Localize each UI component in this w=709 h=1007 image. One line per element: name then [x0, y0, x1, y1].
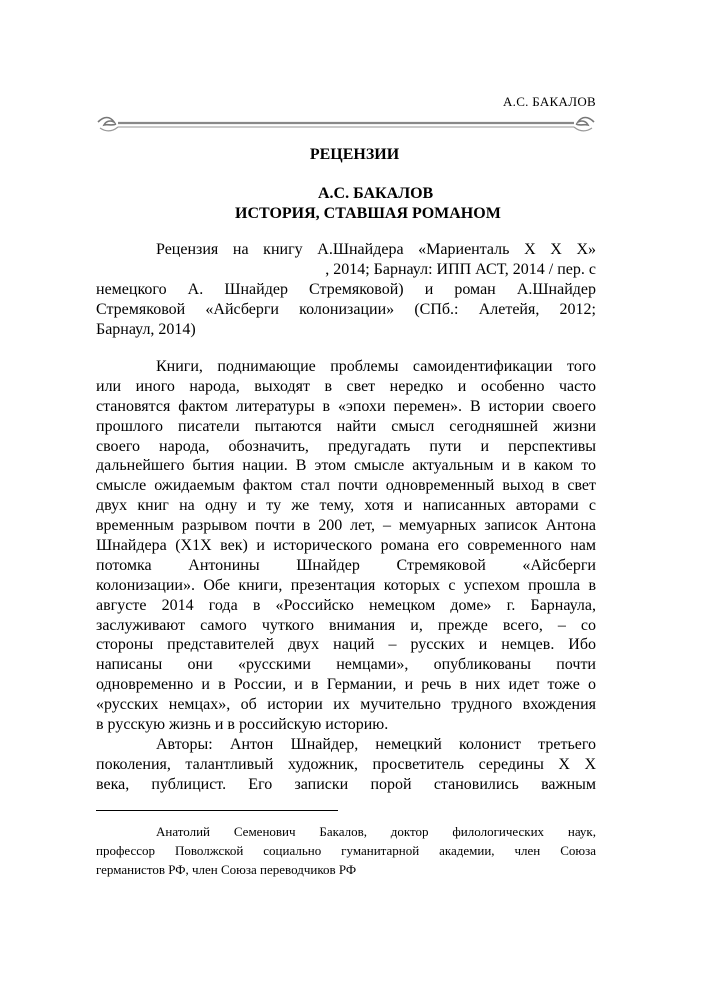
body-line: заслуживают самого чуткого внимания и, прежде всего, – со: [96, 616, 596, 634]
body-line: прошлого писатели пытаются найти смысл сегодняшней жизни: [96, 417, 596, 435]
review-line: Барнаул, 2014): [96, 320, 196, 338]
body-line: поколения, талантливый художник, просветитель середины Х Х: [96, 755, 596, 773]
body-line: написаны они «русскими немцами», опубликованы почти: [96, 656, 596, 674]
body-line: стороны представителей двух наций – русских и немцев. Ибо: [96, 636, 596, 654]
body-line: в русскую жизнь и в российскую историю.: [96, 716, 389, 734]
body-line: временным разрывом почти в 200 лет, – мемуарных записок Антона: [96, 517, 596, 535]
article-title: ИСТОРИЯ, СТАВШАЯ РОМАНОМ: [235, 205, 501, 222]
body-line: августе 2014 года в «Российско немецком доме» г. Барнаула,: [96, 596, 596, 614]
body-line: смысле ожидаемым фактом стал почти одновременный выход в свет: [96, 477, 596, 495]
review-line: Рецензия на книгу А.Шнайдера «Мариенталь Х Х Х»: [156, 241, 596, 258]
body-line: века, публицист. Его записки порой становились важным: [96, 775, 596, 793]
body-line: потомка Антонины Шнайдер Стремяковой «Айсберги: [96, 556, 596, 574]
body-text: [96, 357, 596, 795]
review-line: немецкого А. Шнайдер Стремяковой) и роман А.Шнайдер: [96, 280, 596, 298]
body-line: Книги, поднимающие проблемы самоидентификации того: [156, 358, 596, 375]
body-line: «русских немцах», об истории их мучительно трудного вхождения: [96, 696, 596, 714]
footnote-separator: [96, 810, 338, 811]
review-block: [96, 240, 596, 339]
footnote-line: германистов РФ, член Союза переводчиков РФ: [96, 862, 357, 877]
body-line: Шнайдера (Х1Х век) и исторического романа его современного нам: [96, 537, 596, 555]
footnote-line: профессор Поволжской социально гуманитарной академии, член Союза: [96, 843, 596, 858]
body-line: Авторы: Антон Шнайдер, немецкий колонист третьего: [156, 735, 596, 753]
body-line: одновременно и в России, и в Германии, и речь в них идет тоже о: [96, 676, 596, 694]
body-line: колонизации». Обе книги, презентация которых с успехом прошла в: [96, 576, 596, 594]
footnote-line: Анатолий Семенович Бакалов, доктор филологических наук,: [156, 824, 596, 839]
decorative-rule-ornament: [96, 114, 596, 136]
body-line: своего народа, обозначить, предугадать пути и перспективы: [96, 437, 596, 455]
body-line: двух книг на одну и ту же тему, хотя и написанных авторами с: [96, 497, 596, 515]
body-line: или иного народа, выходят в свет нередко и особенно часто: [96, 377, 596, 395]
running-header: А.С. БАКАЛОВ: [502, 94, 596, 109]
review-line: Стремяковой «Айсберги колонизации» (СПб.: Алетейя, 2012;: [96, 300, 596, 318]
body-line: становятся фактом литературы в «эпохи перемен». В истории своего: [96, 397, 596, 415]
section-title: РЕЦЕНЗИИ: [309, 146, 400, 163]
footnote: [96, 822, 596, 879]
article-author: А.С. БАКАЛОВ: [318, 185, 434, 202]
body-line: дальнейшего бытия нации. В этом смысле актуальным и в каком то: [96, 457, 596, 475]
review-line: , 2014; Барнаул: ИПП АСТ, 2014 / пер. с: [325, 260, 596, 278]
